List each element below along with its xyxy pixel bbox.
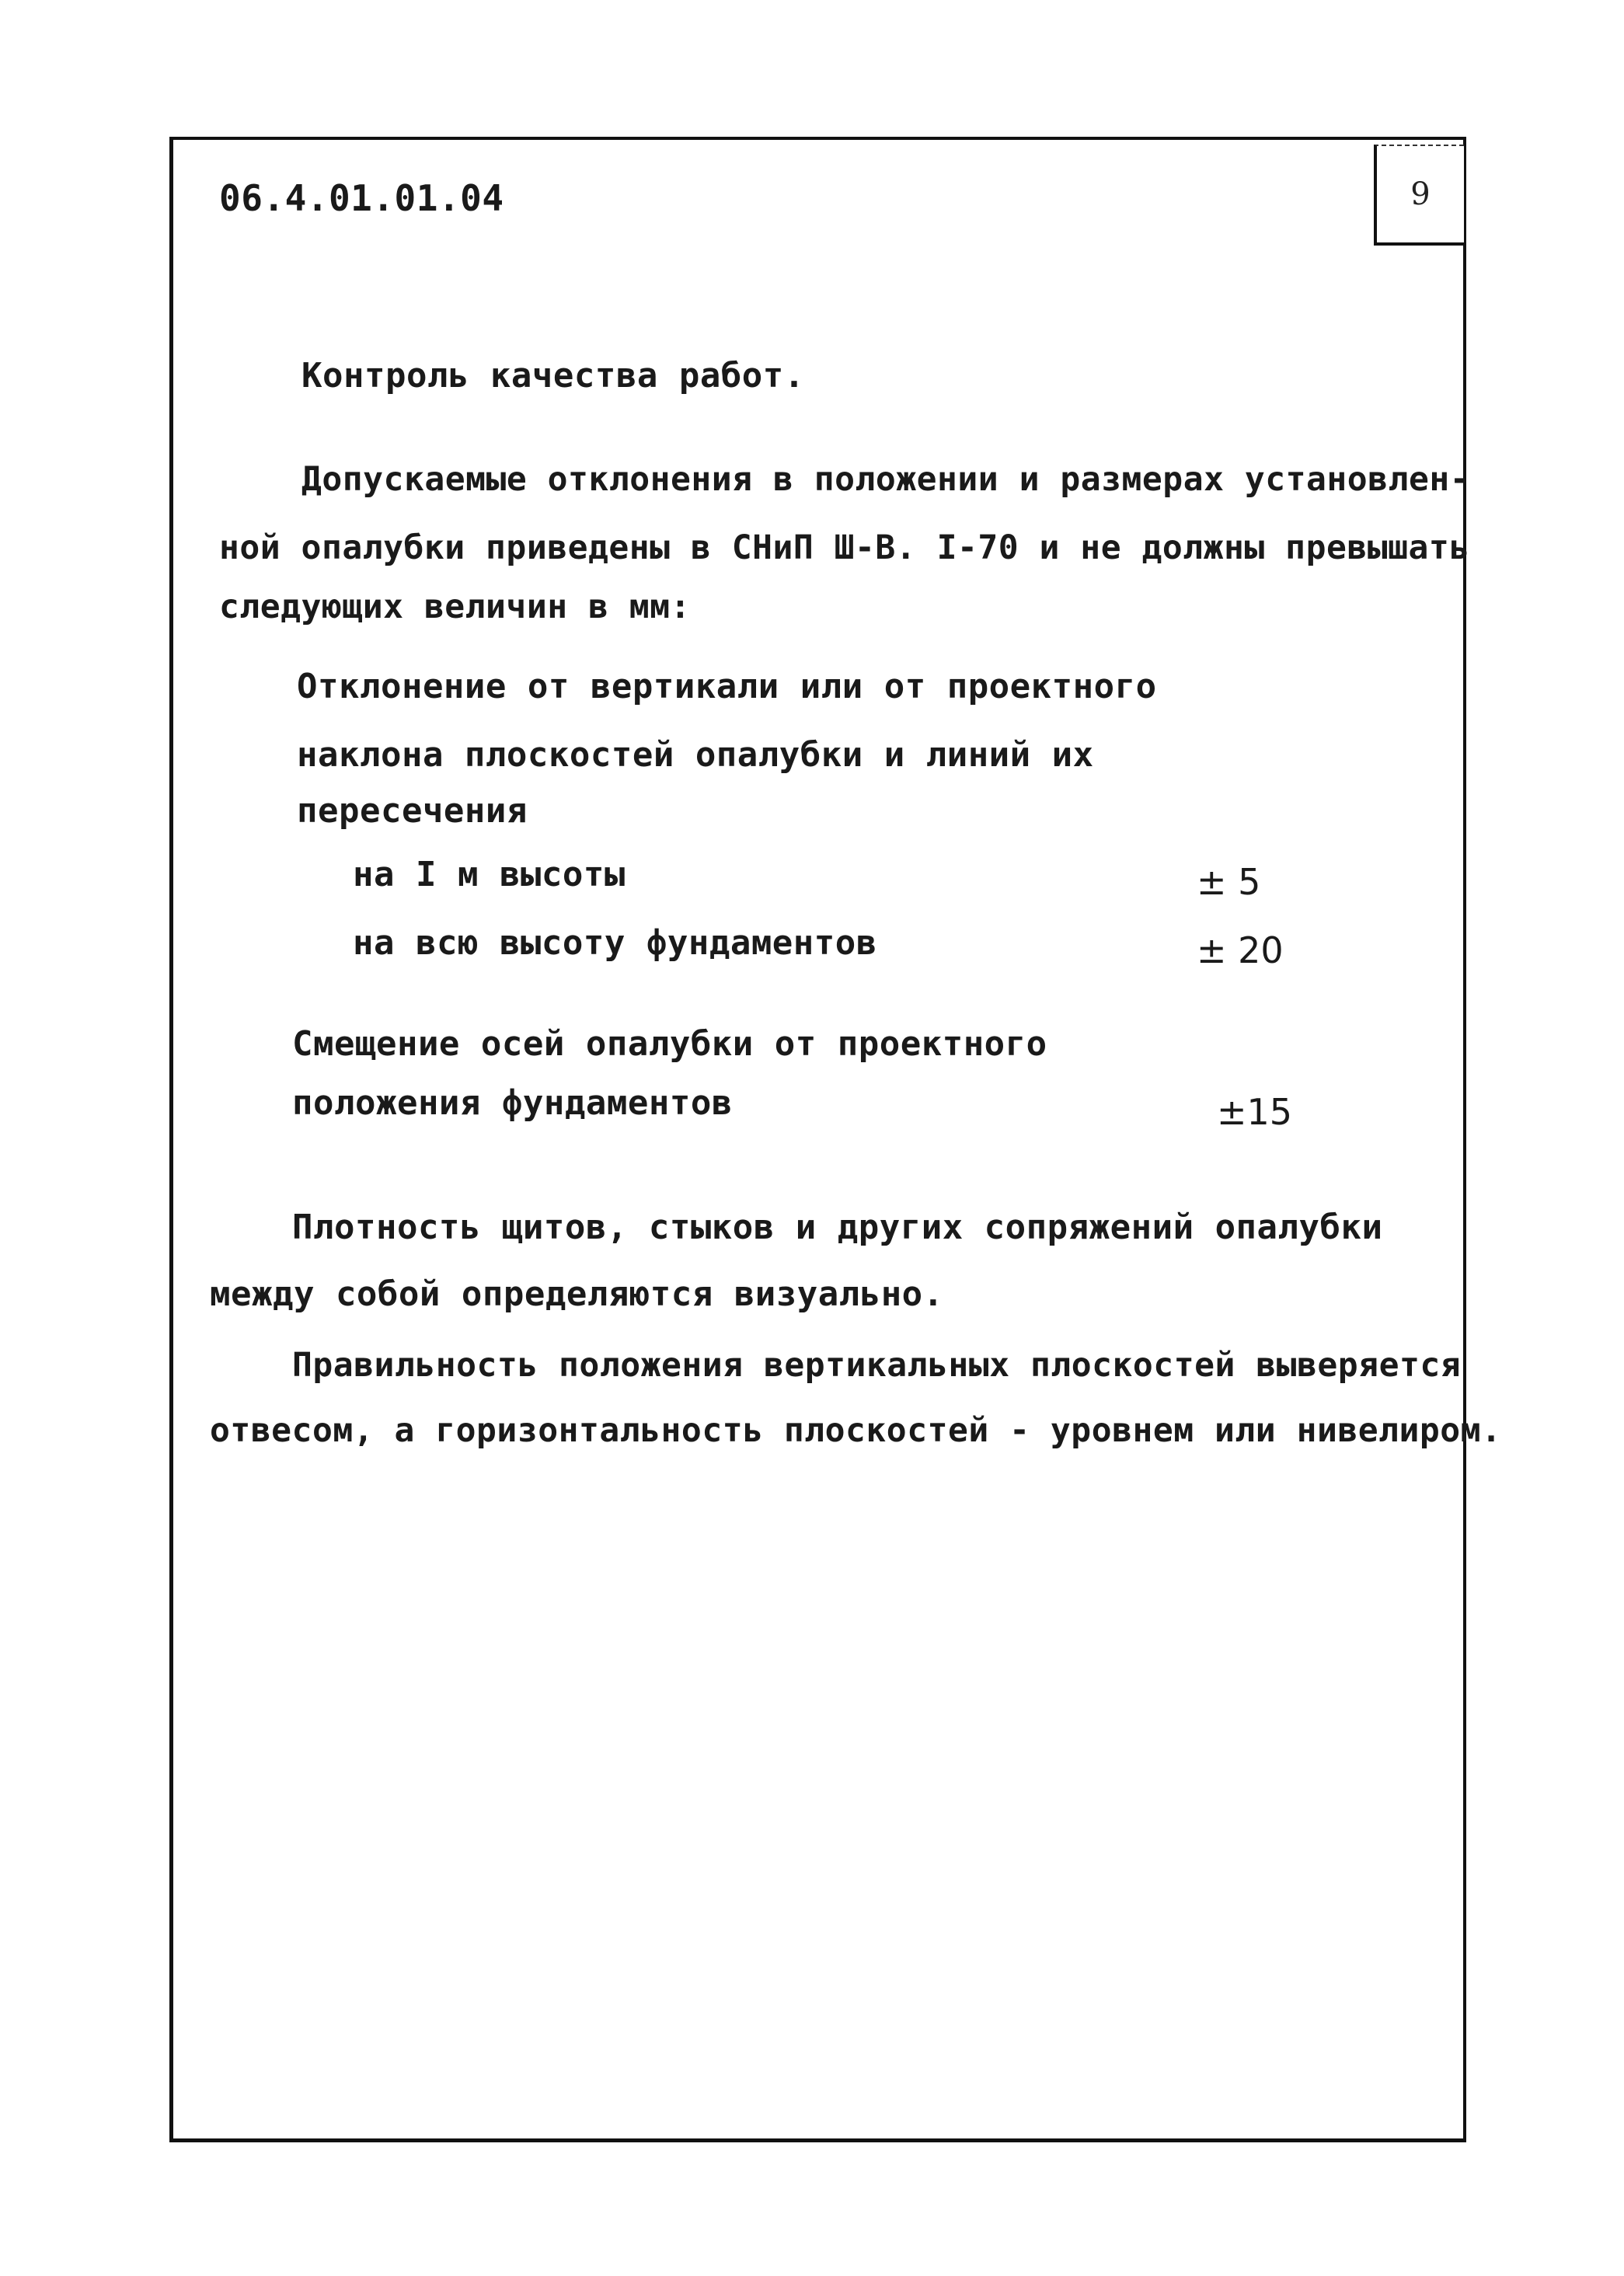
item-label-2: на всю высоту фундаментов [353, 923, 877, 963]
correctness-line-2: отвесом, а горизонтальность плоскостей - уровнем или нивелиром. [210, 1411, 1502, 1450]
page-frame [169, 137, 1466, 2142]
offset-line-1: Смещение осей опалубки от проектного [292, 1024, 1047, 1064]
density-line-2: между собой определяются визуально. [210, 1274, 944, 1314]
item-value-1: ± 5 [1197, 861, 1261, 903]
density-line-1: Плотность щитов, стыков и других сопряжений опалубки [292, 1208, 1383, 1247]
section-heading: Контроль качества работ. [301, 356, 805, 396]
item-label-1: на I м высоты [353, 855, 626, 894]
page-number: 9 [1374, 145, 1464, 246]
deviation-line-2: наклона плоскостей опалубки и линий их [297, 735, 1094, 775]
deviation-line-3: пересечения [297, 791, 528, 831]
intro-line-1: Допускаемые отклонения в положении и размерах установлен- [301, 460, 1471, 499]
document-code: 06.4.01.01.04 [219, 177, 504, 219]
offset-line-2: положения фундаментов [292, 1083, 733, 1123]
item-value-2: ± 20 [1197, 929, 1284, 971]
correctness-line-1: Правильность положения вертикальных плоскостей выверяется [292, 1346, 1462, 1385]
offset-value: ±15 [1217, 1091, 1293, 1133]
intro-line-2: ной опалубки приведены в СНиП Ш-В. I-70 и не должны превышать [219, 528, 1470, 567]
intro-line-3: следующих величин в мм: [219, 587, 691, 626]
deviation-line-1: Отклонение от вертикали или от проектного [297, 667, 1157, 706]
